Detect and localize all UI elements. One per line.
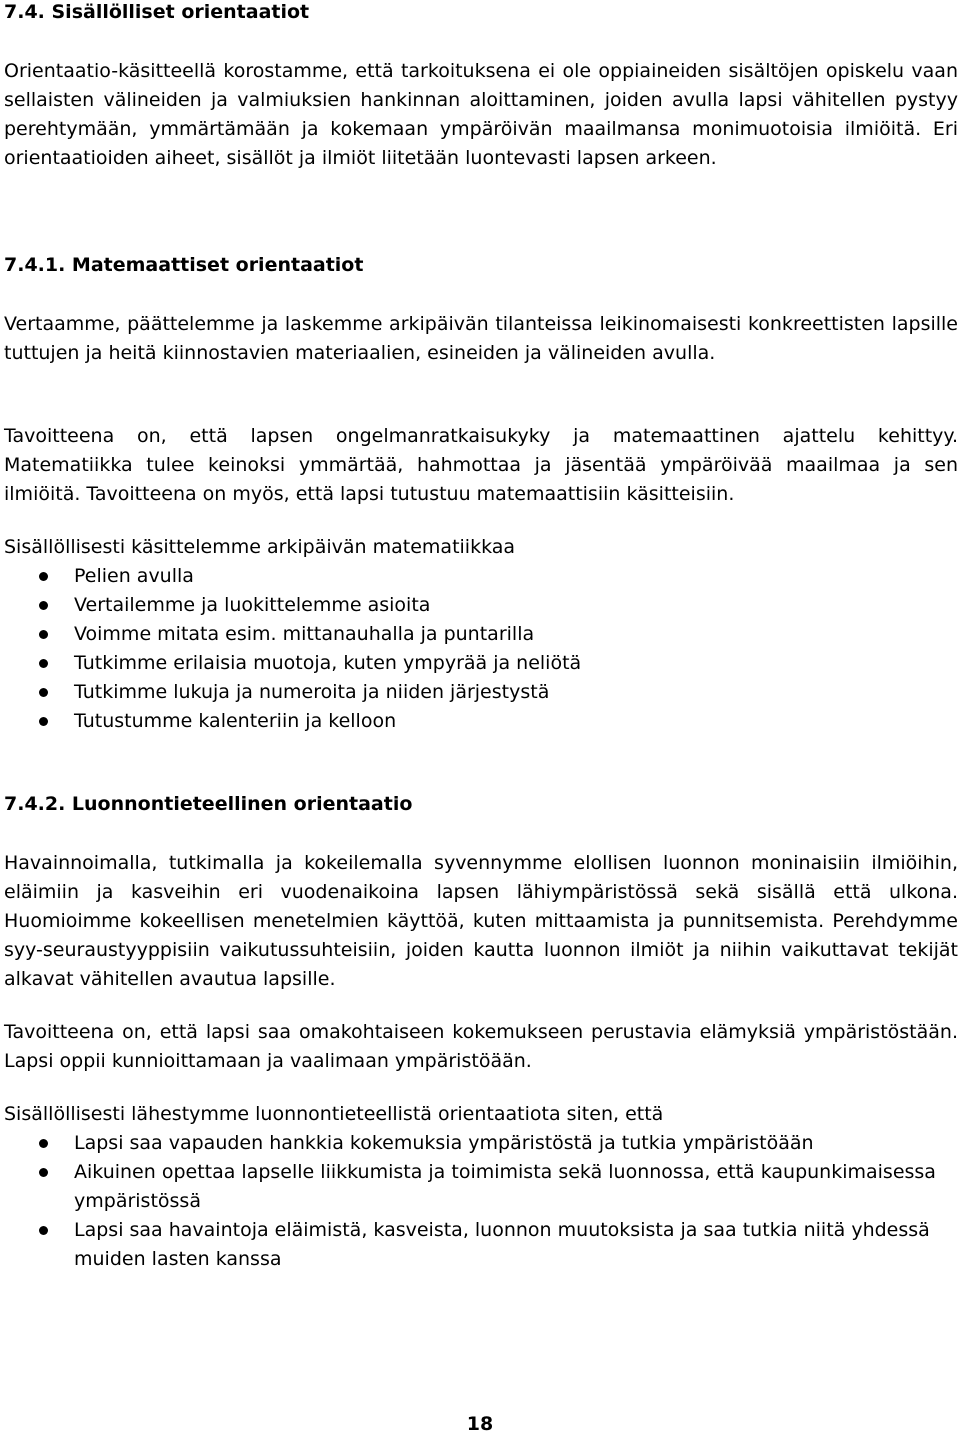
- bullet-icon: [39, 717, 48, 726]
- list-item: [4, 562, 958, 591]
- bullet-icon: [39, 630, 48, 639]
- math-heading: 7.4.1. Matemaattiset orientaatiot: [4, 254, 364, 276]
- nature-heading: 7.4.2. Luonnontieteellinen orientaatio: [4, 793, 413, 815]
- nature-paragraph-1: Havainnoimalla, tutkimalla ja kokeilemalla syvennymme elollisen luonnon moninaisiin ilmiöihin, eläimiin ja kasveihin eri vuodenaikoina lapsen lähiympäristössä sekä sisällä että ulkona. Huomioimme kokeellisen menetelmien käyttöä, kuten mittaamista ja punnitsemista. Perehdymme syy-seuraustyyppisiin vaikutussuhteisiin, joiden kautta luonnon ilmiöt ja niihin vaikuttavat tekijät alkavat vähitellen avautua lapsille.: [4, 852, 958, 990]
- list-item: [4, 678, 958, 707]
- nature-list-intro: Sisällöllisesti lähestymme luonnontieteellistä orientaatiota siten, että: [4, 1103, 664, 1125]
- list-item-text: Lapsi saa havaintoja eläimistä, kasveista, luonnon muutoksista ja saa tutkia niitä yhdessä muiden lasten kanssa: [74, 1219, 930, 1270]
- math-list-intro: Sisällöllisesti käsittelemme arkipäivän matematiikkaa: [4, 536, 516, 558]
- bullet-icon: [39, 572, 48, 581]
- list-item: [4, 1129, 958, 1158]
- list-item-text: Voimme mitata esim. mittanauhalla ja puntarilla: [74, 623, 535, 645]
- list-item-text: Tutustumme kalenteriin ja kelloon: [74, 710, 397, 732]
- section-heading: 7.4. Sisällölliset orientaatiot: [4, 1, 310, 23]
- bullet-icon: [39, 601, 48, 610]
- list-item: [4, 620, 958, 649]
- list-item: [4, 1216, 958, 1274]
- intro-paragraph: Orientaatio-käsitteellä korostamme, että tarkoituksena ei ole oppiaineiden sisältöjen opiskelu vaan sellaisten välineiden ja valmiuksien hankinnan aloittaminen, joiden avulla lapsi vähitellen pystyy perehtymään, ymmärtämään ja kokemaan ympäröivän maailmansa monimuotoisia ilmiöitä. Eri orientaatioiden aiheet, sisällöt ja ilmiöt liitetään luontevasti lapsen arkeen.: [4, 60, 958, 169]
- list-item-text: Tutkimme erilaisia muotoja, kuten ympyrää ja neliötä: [74, 652, 582, 674]
- list-item-text: Aikuinen opettaa lapselle liikkumista ja toimimista sekä luonnossa, että kaupunkimaisessa ympäristössä: [74, 1161, 936, 1212]
- list-item-text: Lapsi saa vapauden hankkia kokemuksia ympäristöstä ja tutkia ympäristöään: [74, 1132, 814, 1154]
- list-item: [4, 591, 958, 620]
- list-item-text: Tutkimme lukuja ja numeroita ja niiden järjestystä: [74, 681, 550, 703]
- nature-list: [4, 1129, 958, 1274]
- bullet-icon: [39, 688, 48, 697]
- math-paragraph-2: Tavoitteena on, että lapsen ongelmanratkaisukyky ja matemaattinen ajattelu kehittyy. Matematiikka tulee keinoksi ymmärtää, hahmottaa ja jäsentää ympäröivää maailmaa ja sen ilmiöitä. Tavoitteena on myös, että lapsi tutustuu matemaattisiin käsitteisiin.: [4, 425, 958, 505]
- list-item: [4, 1158, 958, 1216]
- list-item-text: Vertailemme ja luokittelemme asioita: [74, 594, 431, 616]
- math-paragraph-1: Vertaamme, päättelemme ja laskemme arkipäivän tilanteissa leikinomaisesti konkreettisten lapsille tuttujen ja heitä kiinnostavien materiaalien, esineiden ja välineiden avulla.: [4, 313, 958, 364]
- list-item: [4, 649, 958, 678]
- nature-paragraph-2: Tavoitteena on, että lapsi saa omakohtaiseen kokemukseen perustavia elämyksiä ympäristöstään. Lapsi oppii kunnioittamaan ja vaalimaan ympäristöään.: [4, 1021, 958, 1072]
- bullet-icon: [39, 1139, 48, 1148]
- math-list: [4, 562, 958, 736]
- list-item-text: Pelien avulla: [74, 565, 194, 587]
- page-number: 18: [466, 1413, 494, 1435]
- bullet-icon: [39, 659, 48, 668]
- bullet-icon: [39, 1226, 48, 1235]
- bullet-icon: [39, 1168, 48, 1177]
- list-item: [4, 707, 958, 736]
